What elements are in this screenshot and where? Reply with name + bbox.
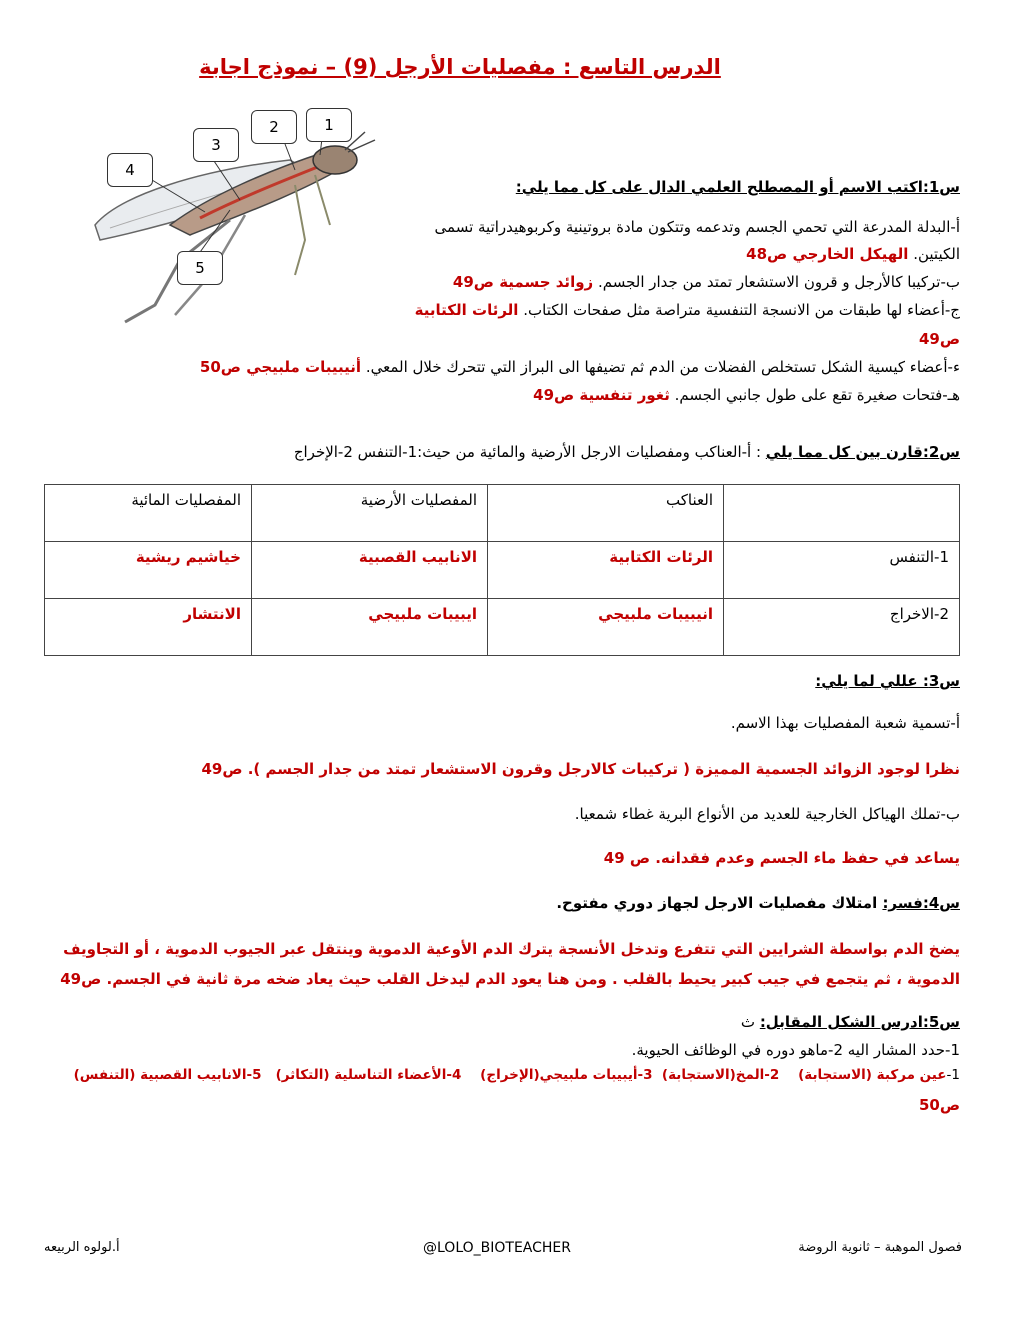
comparison-table <box>44 484 960 656</box>
q1-heading: س1:اكتب الاسم أو المصطلح العلمي الدال على كل مما يلي: <box>515 178 960 196</box>
figure-label-5: 5 <box>177 251 223 285</box>
q1-d-answer: أنيبيبات ملبيجي ص50 <box>199 358 362 376</box>
table-cell: ايبيبات ملبيجي <box>252 599 488 656</box>
table-header-row <box>45 485 960 542</box>
q1-e-text: هـ-فتحات صغيرة تقع على طول جانبي الجسم. <box>674 386 960 404</box>
table-row <box>45 542 960 599</box>
table-header-cell: المفصليات المائية <box>45 485 252 542</box>
q1-b-text: ب-تركيبا كالأرجل و قرون الاستشعار تمتد من جدار الجسم. <box>597 273 960 291</box>
q5-heading: س5:ادرس الشكل المقابل: <box>759 1013 960 1031</box>
q1-b-answer: زوائد جسمية ص49 <box>452 273 594 291</box>
q1-e-line <box>533 386 960 404</box>
q3-b-answer: يساعد في حفظ ماء الجسم وعدم فقدانه. ص 49 <box>603 849 960 867</box>
q5-answer-page: ص50 <box>918 1096 960 1114</box>
figure-label-3: 3 <box>193 128 239 162</box>
q5-heading-tail: ث <box>740 1013 760 1031</box>
q2-line <box>294 443 960 461</box>
q1-a-text-2: الكيتين. <box>913 245 960 263</box>
q1-a-answer: الهيكل الخارجي ص48 <box>746 245 909 263</box>
footer-handle: @LOLO_BIOTEACHER <box>423 1240 571 1256</box>
q5-text: 1-حدد المشار اليه 2-ماهو دوره في الوظائف الحيوية. <box>631 1041 960 1059</box>
q2-heading: س2:قارن بين كل مما يلي <box>765 443 960 461</box>
q5-answer: عين مركبة (الاستجابة) 2-المخ(الاستجابة) 3-أيبيبات ملبيجي(الإخراج) 4-الأعضاء التناسلية (التكاثر) 5-الانابيب القصبية (التنفس) <box>73 1067 947 1083</box>
table-row-label: 1-التنفس <box>724 542 960 599</box>
footer-teacher: أ.لولوه الربيعه <box>44 1240 120 1255</box>
table-cell: الرئات الكتابية <box>488 542 724 599</box>
table-row-label: 2-الاخراج <box>724 599 960 656</box>
q4-answer: يضخ الدم بواسطة الشرايين التي تتفرع وتدخل الأنسجة يترك الدم الأوعية الدموية وينتقل عبر الجيوب الدموية ، أو التجاويف الدموية ، ثم يتجمع في جيب كبير يحيط بالقلب . ومن هنا يعود الدم ليدخل القلب حيث يعاد ضخه مرة ثانية في الجسم. ص49 <box>60 940 960 988</box>
q1-c-answer-page: ص49 <box>918 330 960 348</box>
q2-text: : أ-العناكب ومفصليات الارجل الأرضية والمائية من حيث:1-التنفس 2-الإخراج <box>293 443 766 461</box>
q1-d-text: ء-أعضاء كيسية الشكل تستخلص الفضلات من الدم ثم تضيفها الى البراز التي تتحرك خلال المعي. <box>365 358 960 376</box>
q5-line <box>741 1013 960 1031</box>
table-cell: انيبيبات ملبيجي <box>488 599 724 656</box>
q1-c-line <box>415 301 960 319</box>
q1-b-line <box>453 273 960 291</box>
footer-school: فصول الموهبة – ثانوية الروضة <box>798 1240 962 1255</box>
table-cell: الانابيب القصبية <box>252 542 488 599</box>
q4-text: امتلاك مفصليات الارجل لجهاز دوري مفتوح. <box>556 894 883 912</box>
q3-b-text: ب-تملك الهياكل الخارجية للعديد من الأنواع البرية غطاء شمعيا. <box>574 805 960 823</box>
figure-label-1: 1 <box>306 108 352 142</box>
q1-e-answer: ثغور تنفسية ص49 <box>533 386 670 404</box>
q4-line <box>556 894 960 912</box>
q1-a-text: أ-البدلة المدرعة التي تحمي الجسم وتدعمه وتتكون مادة بروتينية وكربوهيدراتية تسمى <box>434 218 960 236</box>
table-row <box>45 599 960 656</box>
table-cell: خياشيم ريشية <box>45 542 252 599</box>
q1-a-line2 <box>746 245 960 263</box>
q3-heading: س3: عللي لما يلي: <box>815 672 960 690</box>
table-header-cell: العناكب <box>488 485 724 542</box>
q3-a-text: أ-تسمية شعبة المفصليات بهذا الاسم. <box>730 714 960 732</box>
q1-d-line <box>200 358 960 376</box>
q3-a-answer: نظرا لوجود الزوائد الجسمية المميزة ( تركيبات كالارجل وقرون الاستشعار تمتد من جدار الجسم ). ص49 <box>201 760 960 778</box>
figure-label-4: 4 <box>107 153 153 187</box>
table-cell: الانتشار <box>45 599 252 656</box>
q5-answer-line <box>74 1067 960 1083</box>
page-title: الدرس التاسع : مفصليات الأرجل (9) – نموذج اجابة <box>199 55 721 79</box>
figure-label-2: 2 <box>251 110 297 144</box>
table-header-cell <box>724 485 960 542</box>
q1-c-answer: الرئات الكتابية <box>414 301 519 319</box>
q1-c-text: ج-أعضاء لها طبقات من الانسجة التنفسية متراصة مثل صفحات الكتاب. <box>523 301 960 319</box>
q5-answer-prefix: 1- <box>946 1067 960 1083</box>
table-header-cell: المفصليات الأرضية <box>252 485 488 542</box>
q4-heading: س4:فسر: <box>882 894 960 912</box>
